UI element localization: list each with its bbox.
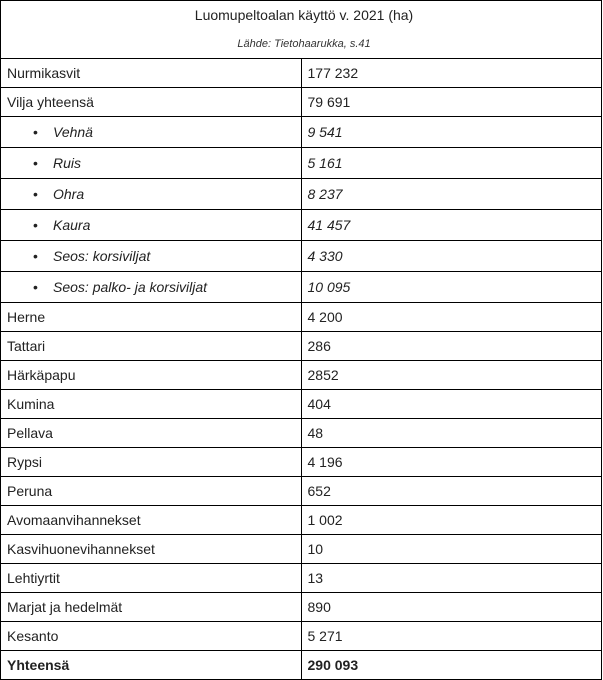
row-label: Härkäpapu xyxy=(7,367,76,383)
row-value: 890 xyxy=(301,593,602,622)
bullet-icon: • xyxy=(33,248,38,264)
table-row xyxy=(1,390,602,419)
row-label: Ruis xyxy=(53,155,82,171)
row-label: Vilja yhteensä xyxy=(7,94,94,110)
table-row xyxy=(1,88,602,117)
bullet-icon: • xyxy=(33,124,38,140)
row-label-cell xyxy=(1,448,302,477)
table-row xyxy=(1,477,602,506)
row-label: Ohra xyxy=(53,186,85,202)
table-row xyxy=(1,419,602,448)
table-row xyxy=(1,593,602,622)
row-label: Nurmikasvit xyxy=(7,65,81,81)
row-label: Avomaanvihannekset xyxy=(7,512,141,528)
row-label: Pellava xyxy=(7,425,53,441)
row-label: Seos: palko- ja korsiviljat xyxy=(53,279,208,295)
row-label: Kumina xyxy=(7,396,55,412)
row-value: 48 xyxy=(301,419,602,448)
row-value: 10 xyxy=(301,535,602,564)
row-value: 2852 xyxy=(301,361,602,390)
table-row xyxy=(1,59,602,88)
row-label-cell xyxy=(1,117,302,148)
row-value: 4 330 xyxy=(301,241,602,272)
row-label-cell xyxy=(1,241,302,272)
row-value: 652 xyxy=(301,477,602,506)
row-label-cell xyxy=(1,148,302,179)
row-value: 404 xyxy=(301,390,602,419)
row-label-cell xyxy=(1,390,302,419)
bullet-icon: • xyxy=(33,279,38,295)
table-row xyxy=(1,148,602,179)
table-row xyxy=(1,622,602,651)
row-label: Tattari xyxy=(7,338,46,354)
row-value: 79 691 xyxy=(301,88,602,117)
row-label: Lehtiyrtit xyxy=(7,570,60,586)
row-label: Kaura xyxy=(53,217,91,233)
table-row xyxy=(1,179,602,210)
row-label-cell xyxy=(1,179,302,210)
row-label-cell xyxy=(1,593,302,622)
total-label: Yhteensä xyxy=(1,651,302,680)
row-label-cell xyxy=(1,303,302,332)
row-label-cell xyxy=(1,622,302,651)
bullet-icon: • xyxy=(33,186,38,202)
table-row xyxy=(1,332,602,361)
row-value: 4 200 xyxy=(301,303,602,332)
row-label: Vehnä xyxy=(53,124,93,140)
row-value: 13 xyxy=(301,564,602,593)
table-row xyxy=(1,117,602,148)
table-row xyxy=(1,564,602,593)
row-value: 286 xyxy=(301,332,602,361)
row-label: Kasvihuonevihannekset xyxy=(7,541,155,557)
table-row xyxy=(1,272,602,303)
row-label: Marjat ja hedelmät xyxy=(7,599,123,615)
row-label-cell xyxy=(1,88,302,117)
row-value: 5 271 xyxy=(301,622,602,651)
row-value: 177 232 xyxy=(301,59,602,88)
total-value: 290 093 xyxy=(301,651,602,680)
table-source: Lähde: Tietohaarukka, s.41 xyxy=(237,38,371,50)
bullet-icon: • xyxy=(33,155,38,171)
row-label-cell xyxy=(1,564,302,593)
table-header-cell xyxy=(1,1,602,59)
row-label: Seos: korsiviljat xyxy=(53,248,151,264)
table-row xyxy=(1,506,602,535)
row-label-cell xyxy=(1,477,302,506)
row-value: 4 196 xyxy=(301,448,602,477)
table-header-row xyxy=(1,1,602,59)
row-label: Herne xyxy=(7,309,46,325)
row-label-cell xyxy=(1,419,302,448)
table-row xyxy=(1,210,602,241)
row-label-cell xyxy=(1,361,302,390)
table-title: Luomupeltoalan käyttö v. 2021 (ha) xyxy=(194,7,414,23)
row-label: Peruna xyxy=(7,483,53,499)
row-label-cell xyxy=(1,272,302,303)
row-label: Kesanto xyxy=(7,628,59,644)
total-row xyxy=(1,651,602,680)
table-row xyxy=(1,241,602,272)
table-row xyxy=(1,361,602,390)
row-value: 9 541 xyxy=(301,117,602,148)
row-label-cell xyxy=(1,59,302,88)
table-row xyxy=(1,448,602,477)
bullet-icon: • xyxy=(33,217,38,233)
table-row xyxy=(1,535,602,564)
row-value: 1 002 xyxy=(301,506,602,535)
row-label-cell xyxy=(1,535,302,564)
row-label: Rypsi xyxy=(7,454,43,470)
row-value: 41 457 xyxy=(301,210,602,241)
table-row xyxy=(1,303,602,332)
row-value: 10 095 xyxy=(301,272,602,303)
row-label-cell xyxy=(1,210,302,241)
row-label-cell xyxy=(1,506,302,535)
row-label-cell xyxy=(1,332,302,361)
row-value: 5 161 xyxy=(301,148,602,179)
row-value: 8 237 xyxy=(301,179,602,210)
